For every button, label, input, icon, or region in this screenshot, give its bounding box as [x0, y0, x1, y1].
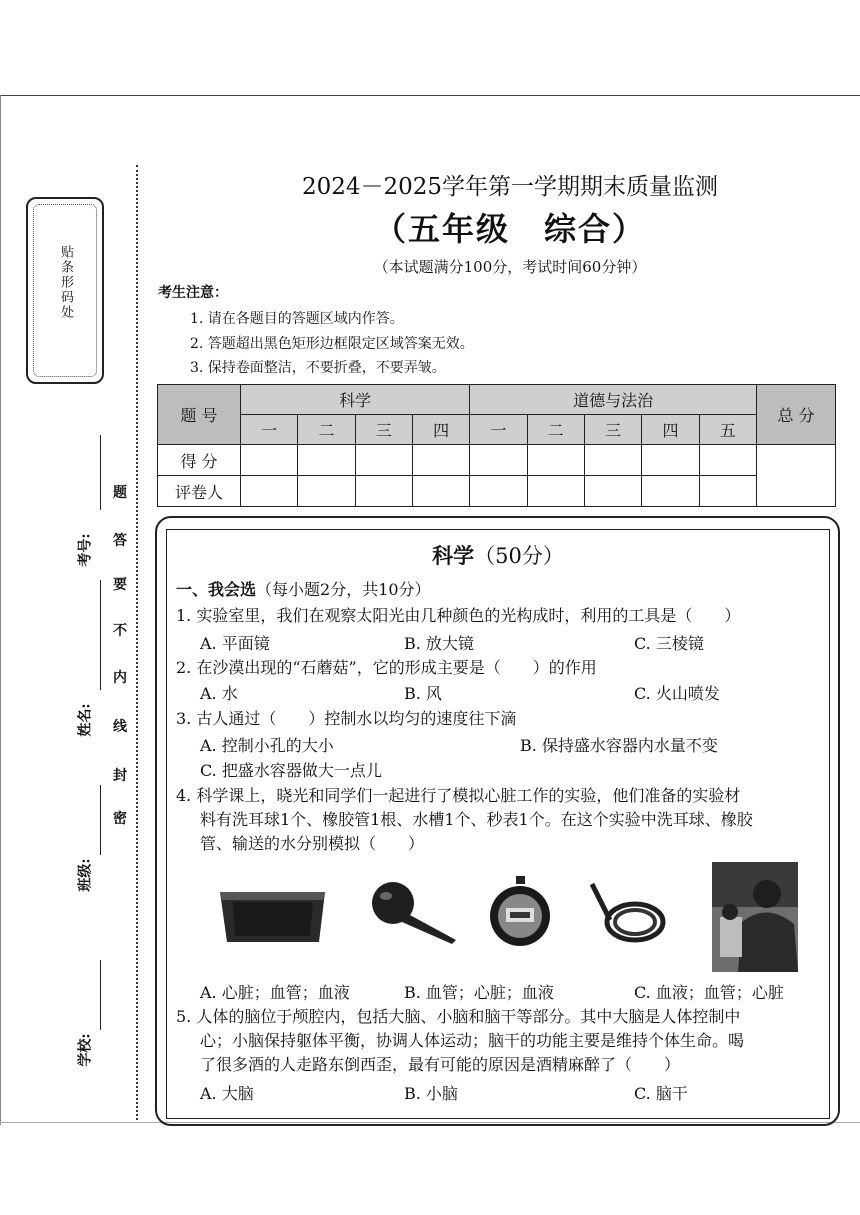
- seal-char: 密: [113, 811, 127, 827]
- exam-subtitle: （五年级 综合）: [373, 210, 646, 248]
- grader-cell[interactable]: [241, 476, 298, 507]
- option-c[interactable]: C. 三棱镜: [634, 634, 704, 653]
- person-photo-image: [712, 862, 798, 972]
- notice-item: 1. 请在各题目的答题区域内作答。: [190, 311, 404, 327]
- option-a[interactable]: A. 平面镜: [200, 634, 270, 653]
- row-label: 得 分: [158, 445, 241, 476]
- part1-note: （每小题2分，共10分）: [256, 580, 431, 599]
- row-label: 评卷人: [158, 476, 241, 507]
- score-cell[interactable]: [699, 445, 756, 476]
- science-title: [166, 540, 830, 570]
- stopwatch-image: [488, 876, 553, 948]
- part1-heading: 一、我会选（每小题2分，共10分）: [176, 580, 431, 599]
- grader-cell[interactable]: [470, 476, 527, 507]
- moral-col: 五: [699, 415, 756, 445]
- score-cell[interactable]: [642, 445, 699, 476]
- option-b[interactable]: B. 保持盛水容器内水量不变: [520, 736, 718, 755]
- science-title-text: 科学: [432, 543, 475, 568]
- score-cell[interactable]: [298, 445, 355, 476]
- field-label: 考号:: [77, 533, 94, 567]
- seal-char: 题: [113, 485, 127, 501]
- field-label: 姓名:: [77, 703, 94, 737]
- seal-char: 线: [113, 719, 127, 735]
- score-cell[interactable]: [355, 445, 412, 476]
- page-left-edge: [0, 95, 1, 1125]
- seal-char: 答: [113, 533, 127, 549]
- score-cell[interactable]: [470, 445, 527, 476]
- score-table: [157, 384, 836, 507]
- total-header: 总 分: [757, 385, 836, 445]
- grader-cell[interactable]: [412, 476, 469, 507]
- option-b[interactable]: B. 小脑: [404, 1084, 458, 1103]
- science-col: 四: [412, 415, 469, 445]
- rubber-tube-image: [590, 880, 670, 948]
- seal-char: 不: [113, 623, 127, 639]
- field-name[interactable]: [77, 700, 104, 780]
- field-school[interactable]: [77, 1030, 104, 1110]
- option-a[interactable]: A. 水: [200, 684, 238, 703]
- group-moral: 道德与法治: [470, 385, 757, 415]
- seal-dotted-line: [136, 165, 138, 1120]
- science-col: 一: [241, 415, 298, 445]
- grader-cell[interactable]: [355, 476, 412, 507]
- score-cell[interactable]: [412, 445, 469, 476]
- field-label: 学校:: [77, 1033, 94, 1067]
- notice-heading: 考生注意：: [158, 285, 228, 301]
- col-header: 题 号: [158, 385, 241, 445]
- question-3: 3. 古人通过（ ）控制水以均匀的速度往下滴: [176, 709, 517, 728]
- grader-cell[interactable]: [527, 476, 584, 507]
- moral-col: 一: [470, 415, 527, 445]
- option-c[interactable]: C. 火山喷发: [634, 684, 720, 703]
- grader-cell[interactable]: [298, 476, 355, 507]
- score-cell[interactable]: [584, 445, 641, 476]
- score-cell[interactable]: [527, 445, 584, 476]
- seal-char: 内: [113, 670, 127, 686]
- question-stem: 1. 实验室里，我们在观察太阳光由几种颜色的光构成时，利用的工具是（ ）: [176, 606, 741, 625]
- moral-col: 二: [527, 415, 584, 445]
- grader-cell[interactable]: [584, 476, 641, 507]
- question-2: 2. 在沙漠出现的“石蘑菇”，它的形成主要是（ ）的作用: [176, 658, 597, 677]
- grader-cell[interactable]: [699, 476, 756, 507]
- exam-meta: （本试题满分100分，考试时间60分钟）: [373, 258, 647, 276]
- option-b[interactable]: B. 风: [404, 684, 442, 703]
- question-4: 4. 科学课上，晓光和同学们一起进行了模拟心脏工作的实验，他们准备的实验材 料有洗耳球1个、橡胶管1根、水槽1个、秒表1个。在这个实验中洗耳球、橡胶 管、输送的水分别模拟（ ）: [176, 786, 753, 853]
- exam-title: 2024－2025学年第一学期期末质量监测: [301, 174, 719, 200]
- field-label: 班级:: [77, 858, 94, 892]
- notice-item: 2. 答题超出黑色矩形边框限定区域答案无效。: [190, 336, 474, 352]
- science-points: （50分）: [474, 544, 564, 568]
- notice-item: 3. 保持卷面整洁，不要折叠，不要弄皱。: [190, 360, 446, 376]
- group-science: 科学: [241, 385, 470, 415]
- moral-col: 四: [642, 415, 699, 445]
- water-tank-image: [215, 880, 330, 950]
- option-c[interactable]: C. 把盛水容器做大一点儿: [200, 761, 382, 780]
- barcode-label: 贴条形码处: [58, 245, 73, 320]
- option-b[interactable]: B. 放大镜: [404, 634, 474, 653]
- seal-char: 要: [113, 577, 127, 593]
- total-cell[interactable]: [757, 445, 836, 507]
- field-class[interactable]: [77, 855, 104, 935]
- option-a[interactable]: A. 心脏；血管；血液: [200, 983, 350, 1002]
- grader-cell[interactable]: [642, 476, 699, 507]
- science-col: 二: [298, 415, 355, 445]
- seal-char: 封: [113, 768, 127, 784]
- option-b[interactable]: B. 血管；心脏；血液: [404, 983, 554, 1002]
- option-c[interactable]: C. 血液；血管；心脏: [634, 983, 784, 1002]
- option-a[interactable]: A. 控制小孔的大小: [200, 736, 334, 755]
- option-c[interactable]: C. 脑干: [634, 1084, 688, 1103]
- option-a[interactable]: A. 大脑: [200, 1084, 254, 1103]
- page-top-rule: [0, 95, 860, 96]
- science-col: 三: [355, 415, 412, 445]
- moral-col: 三: [584, 415, 641, 445]
- score-cell[interactable]: [241, 445, 298, 476]
- question-1: [176, 604, 826, 628]
- rubber-bulb-image: [368, 878, 463, 948]
- question-5: 5. 人体的脑位于颅腔内，包括大脑、小脑和脑干等部分。其中大脑是人体控制中 心；小脑保持躯体平衡，协调人体运动；脑干的功能主要是维持个体生命。喝 了很多酒的人走路东倒西歪，最有可能的原因是酒精麻醉了（ ）: [176, 1007, 745, 1074]
